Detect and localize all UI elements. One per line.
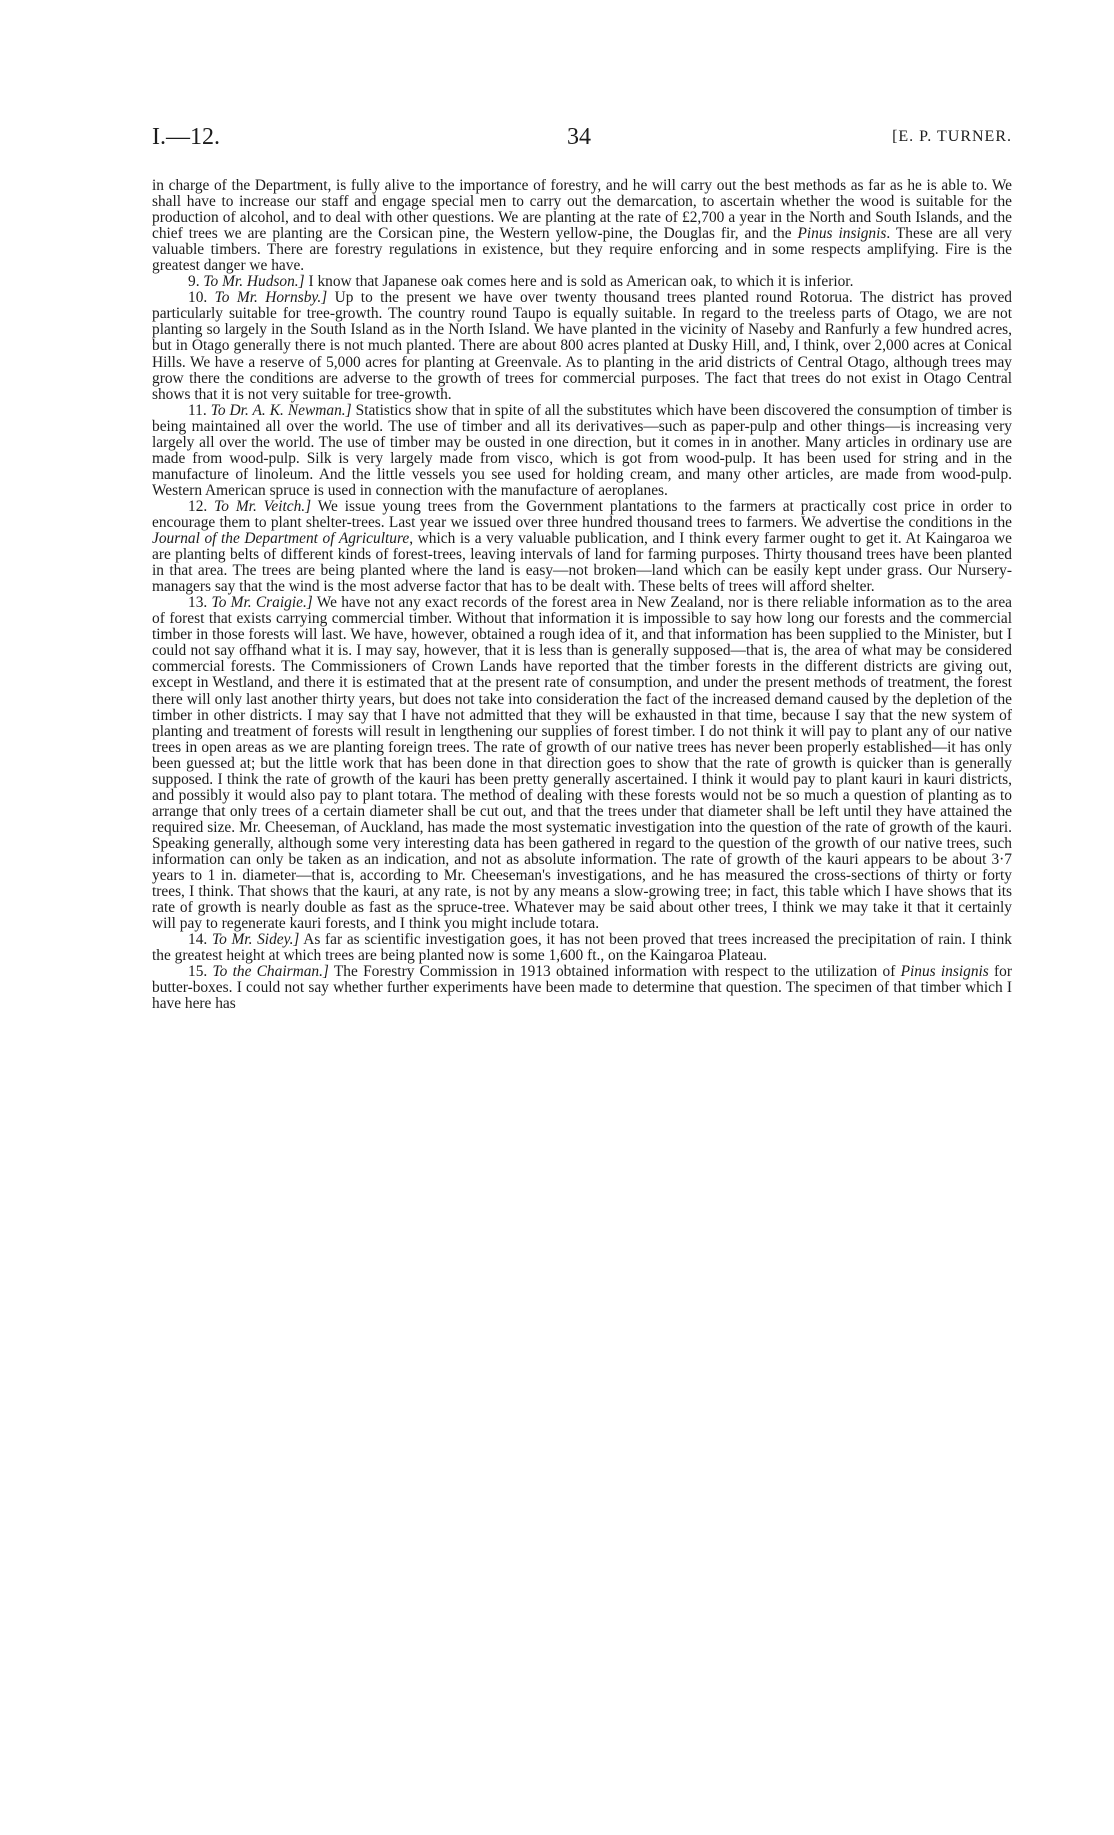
paragraph-continuation: in charge of the Department, is fully alive to the importance of forestry, and he will carry out the best methods as far as he is able to. We shall have to increase our staff and engage special men to carry out the demarcation, to ascertain whether the wood is suitable for the production of alcohol, and to deal with other questions. We are planting at the rate of £2,700 a year in the North and South Islands, and the chief trees we are planting are the Corsican pine, the Western yellow-pine, the Douglas fir, and the Pinus insignis. These are all very valuable timbers. There are forestry regulations in existence, but they require enforcing and in some respects amplifying. Fire is the greatest danger we have.	[152, 177, 1012, 275]
italic-term: Journal of the Department of Agriculture	[152, 530, 410, 548]
paragraph-13: 13. To Mr. Craigie.] We have not any exact records of the forest area in New Zealand, nor is there reliable information as to the area of forest that exists carrying commercial timber. Without that information it is impossible to say how long our forests and the commercial timber in those forests will last. We have, however, obtained a rough idea of it, and that information has been supplied to the Minister, but I could not say offhand what it is. I may say, however, that it is less than is generally supposed—that is, the area of what may be considered commercial forests. The Commissioners of Crown Lands have reported that the timber forests in the different districts are giving out, except in Westland, and there it is estimated that at the present rate of consumption, and under the present methods of treatment, the forest there will only last another thirty years, but does not take into consideration the fact of the increased demand caused by the depletion of the timber in other districts. I may say that I have not admitted that they will be exhausted in that time, because I say that the new system of planting and treatment of forests will result in lengthening our supplies of forest timber. I do not think it will pay to plant any of our native trees in open areas as we are planting foreign trees. The rate of growth of our native trees has never been properly established—it has only been guessed at; but the little work that has been done in that direction goes to show that the rate of growth is quicker than is generally supposed. I think the rate of growth of the kauri has been pretty generally ascertained. I think it would pay to plant kauri in kauri districts, and possibly it would also pay to plant totara. The method of dealing with these forests would not be so much a question of planting as to arrange that only trees of a certain diameter shall be cut out, and that the trees under that diameter shall be left until they have attained the required size. Mr. Cheeseman, of Auckland, has made the most systematic investigation into the question of the rate of growth of the kauri. Speaking generally, although some very interesting data has been gathered in regard to the question of the growth of our native trees, such information can only be taken as an indication, and not as absolute information. The rate of growth of the kauri appears to be about 3·7 years to 1 in. diameter—that is, according to Mr. Cheeseman's investigations, and he has measured the cross-sections of thirty or forty trees, I think. That shows that the kauri, at any rate, is not by any means a slow-growing tree; in fact, this table which I have shows that its rate of growth is nearly double as fast as the spruce-tree. Whatever may be said about other trees, I think we may take it that it certainly will pay to regenerate kauri forests, and I think you might include totara.	[152, 594, 1012, 933]
addressee: To Mr. Hudson.]	[203, 273, 305, 291]
paragraph-15: 15. To the Chairman.] The Forestry Commission in 1913 obtained information with respect to the utilization of Pinus insignis for butter-boxes. I could not say whether further experiments have been made to determine that question. The specimen of that timber which I have here has	[152, 963, 1012, 1013]
paragraph-number: 14.	[188, 931, 208, 949]
paragraph-12: 12. To Mr. Veitch.] We issue young trees from the Government plantations to the farmers at practically cost price in order to encourage them to plant shelter-trees. Last year we issued over three hundred thousand trees to farmers. We advertise the conditions in the Journal of the Department of Agriculture, which is a very valuable publication, and I think every farmer ought to get it. At Kaingaroa we are planting belts of different kinds of forest-trees, leaving intervals of land for farming purposes. Thirty thousand trees have been planted in that area. The trees are being planted where the land is easy—not broken—land which can be easily kept under grass. Our Nursery-managers say that the wind is the most adverse factor that has to be dealt with. These belts of trees will afford shelter.	[152, 497, 1012, 596]
page-header	[152, 124, 1012, 164]
paragraph-number: 10.	[188, 289, 208, 307]
paragraph-number: 11.	[188, 401, 207, 419]
page-number: 34	[567, 124, 591, 150]
paragraph-number: 9.	[188, 273, 200, 291]
addressee: To Mr. Veitch.]	[214, 497, 312, 515]
paragraph-number: 12.	[188, 497, 208, 515]
addressee: To Mr. Craigie.]	[211, 594, 313, 612]
body-text	[152, 178, 1012, 1012]
addressee: To the Chairman.]	[212, 963, 329, 981]
addressee: To Mr. Sidey.]	[211, 931, 300, 949]
paragraph-10: 10. To Mr. Hornsby.] Up to the present we have over twenty thousand trees planted round Rotorua. The district has proved particularly suitable for tree-growth. The country round Taupo is equally suitable. In regard to the treeless parts of Otago, we are not planting so largely in the South Island as in the North Island. We have planted in the vicinity of Naseby and Ranfurly a few hundred acres, but in Otago generally there is not much planted. There are about 800 acres planted at Dusky Hill, and, I think, over 2,000 acres at Conical Hills. We have a reserve of 5,000 acres for planting at Greenvale. As to planting in the arid districts of Central Otago, although trees may grow there the conditions are adverse to the growth of trees for commercial purposes. The fact that trees do not exist in Otago Central shows that it is not very suitable for tree-growth.	[152, 289, 1012, 403]
paragraph-number: 15.	[188, 963, 208, 981]
document-page	[152, 124, 1012, 1012]
paragraph-11: 11. To Dr. A. K. Newman.] Statistics show that in spite of all the substitutes which have been discovered the consumption of timber is being maintained all over the world. The use of timber and all its derivatives—such as paper-pulp and other things—is increasing very largely all over the world. The use of timber may be ousted in one direction, but it comes in in another. Many articles in ordinary use are made from wood-pulp. Silk is very largely made from visco, which is got from wood-pulp. It has been used for string and in the manufacture of linoleum. And the little vessels you see used for holding cream, and many other articles, are made from wood-pulp. Western American spruce is used in connection with the manufacture of aeroplanes.	[152, 401, 1012, 499]
italic-term: Pinus insignis	[797, 225, 887, 243]
paragraph-14: 14. To Mr. Sidey.] As far as scientific investigation goes, it has not been proved that trees increased the precipitation of rain. I think the greatest height at which trees are being planted now is some 1,600 ft., on the Kaingaroa Plateau.	[152, 931, 1012, 965]
page-reference: I.—12.	[152, 124, 220, 150]
addressee: To Dr. A. K. Newman.]	[210, 401, 352, 419]
paragraph-9: 9. To Mr. Hudson.] I know that Japanese oak comes here and is sold as American oak, to which it is inferior.	[188, 273, 854, 291]
paragraph-number: 13.	[188, 594, 208, 612]
italic-term: Pinus insignis	[900, 963, 989, 981]
witness-name: [E. P. TURNER.	[892, 128, 1012, 145]
addressee: To Mr. Hornsby.]	[214, 289, 328, 307]
